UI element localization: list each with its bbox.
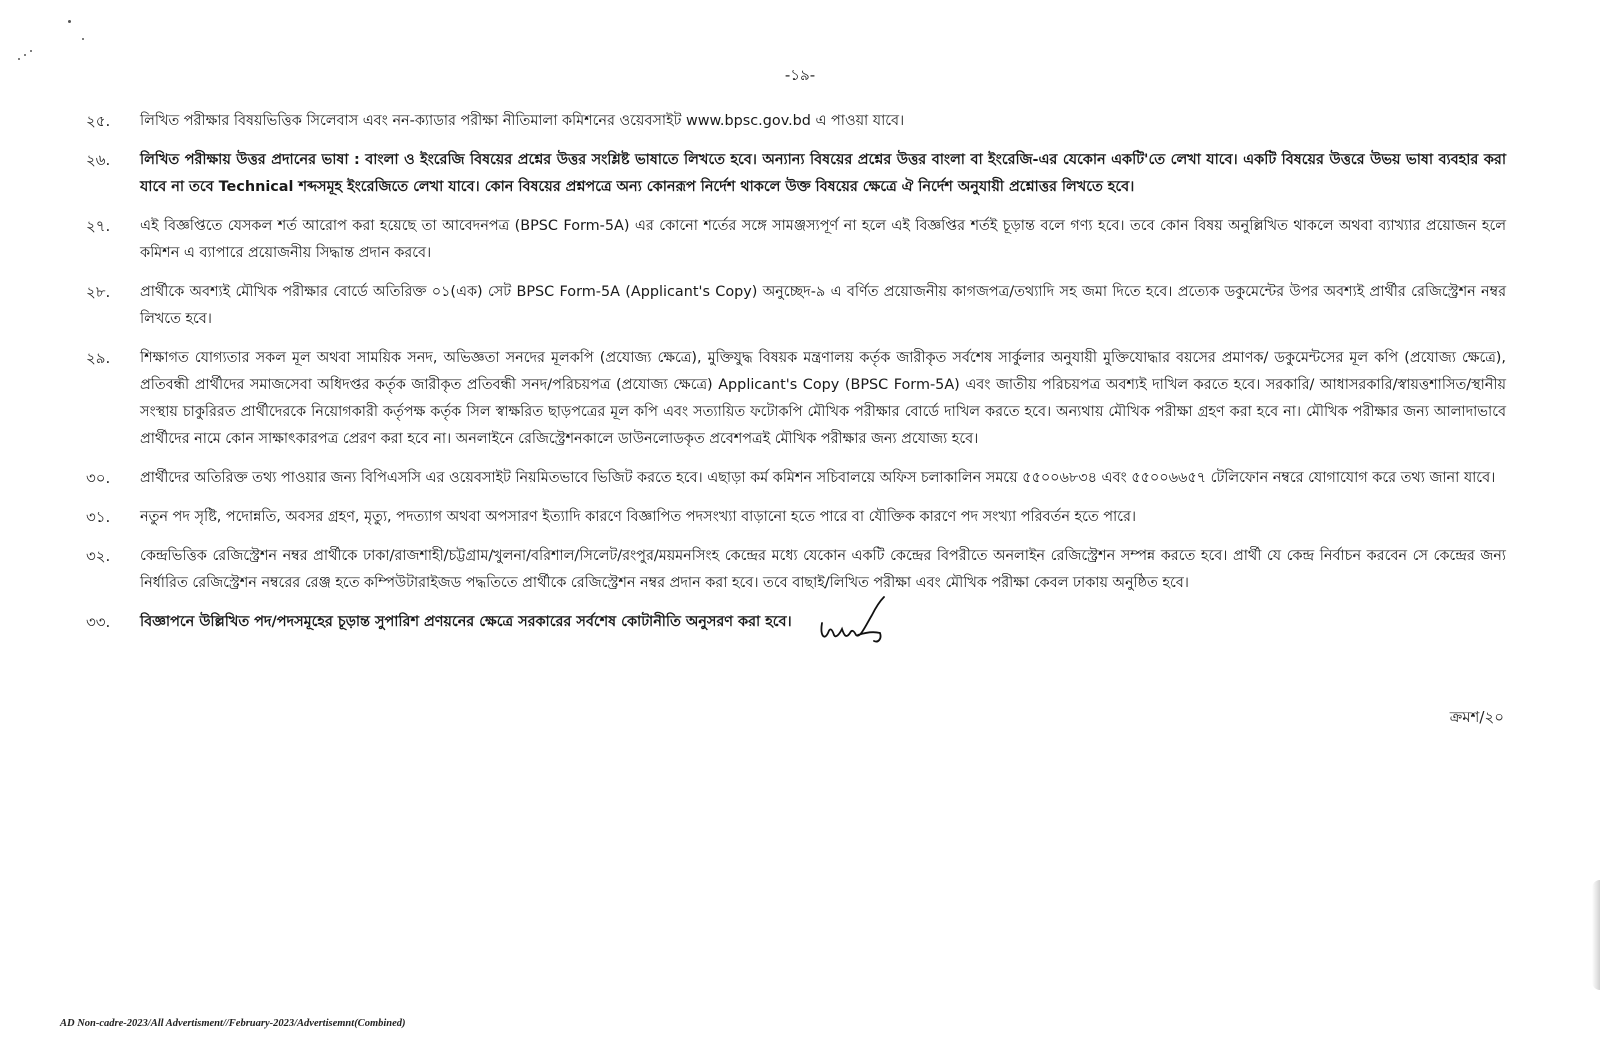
notice-item xyxy=(86,543,1506,597)
item-number: ৩২. xyxy=(86,547,111,565)
item-text: প্রার্থীদের অতিরিক্ত তথ্য পাওয়ার জন্য বিপিএসসি এর ওয়েবসাইট নিয়মিতভাবে ভিজিট করতে হবে। এছাড়া কর্ম কমিশন সচিবালয়ে অফিস চলাকালিন সময়ে ৫৫০০৬৮৩৪ এবং ৫৫০০৬৬৫৭ টেলিফোন নম্বরে যোগাযোগ করে তথ্য জানা যাবে। xyxy=(140,470,1496,486)
item-text: এই বিজ্ঞপ্তিতে যেসকল শর্ত আরোপ করা হয়েছে তা আবেদনপত্র (BPSC Form-5A) এর কোনো শর্তের সঙ্গে সামঞ্জস্যপূর্ণ না হলে এই বিজ্ঞপ্তির শর্তই চূড়ান্ত বলে গণ্য হবে। তবে কোন বিষয় অনুল্লিখিত থাকলে অথবা ব্যাখ্যার প্রয়োজন হলে কমিশন এ ব্যাপারে প্রয়োজনীয় সিদ্ধান্ত প্রদান করবে। xyxy=(140,218,1506,261)
item-number: ৩১. xyxy=(86,508,111,526)
item-text: প্রার্থীকে অবশ্যই মৌখিক পরীক্ষার বোর্ডে অতিরিক্ত ০১(এক) সেট BPSC Form-5A (Applicant's Copy) অনুচ্ছেদ-৯ এ বর্ণিত প্রয়োজনীয় কাগজপত্র/তথ্যাদি সহ জমা দিতে হবে। প্রত্যেক ডকুমেন্টের উপর অবশ্যই প্রার্থীর রেজিস্ট্রেশন নম্বর লিখতে হবে। xyxy=(140,284,1506,327)
item-text: বিজ্ঞাপনে উল্লিখিত পদ/পদসমূহের চূড়ান্ত সুপারিশ প্রণয়নের ক্ষেত্রে সরকারের সর্বশেষ কোটানীতি অনুসরণ করা হবে। xyxy=(140,614,792,630)
item-text: লিখিত পরীক্ষার বিষয়ভিত্তিক সিলেবাস এবং নন-ক্যাডার পরীক্ষা নীতিমালা কমিশনের ওয়েবসাইট www.bpsc.gov.bd এ পাওয়া যাবে। xyxy=(140,113,905,129)
notice-item xyxy=(86,213,1506,267)
item-text: কেন্দ্রভিত্তিক রেজিস্ট্রেশন নম্বর প্রার্থীকে ঢাকা/রাজশাহী/চট্টগ্রাম/খুলনা/বরিশাল/সিলেট/রংপুর/ময়মনসিংহ কেন্দ্রের মধ্যে যেকোন একটি কেন্দ্রের বিপরীতে অনলাইন রেজিস্ট্রেশন সম্পন্ন করতে হবে। প্রার্থী যে কেন্দ্র নির্বাচন করবেন সে কেন্দ্রের জন্য নির্ধারিত রেজিস্ট্রেশন নম্বরের রেঞ্জ হতে কম্পিউটারাইজড পদ্ধতিতে প্রার্থীকে রেজিস্ট্রেশন নম্বর প্রদান করা হবে। তবে বাছাই/লিখিত পরীক্ষা এবং মৌখিক পরীক্ষা কেবল ঢাকায় অনুষ্ঠিত হবে। xyxy=(140,548,1506,591)
scan-edge-shadow xyxy=(1592,880,1600,990)
signature xyxy=(814,595,894,645)
notice-item xyxy=(86,279,1506,333)
item-text: নতুন পদ সৃষ্টি, পদোন্নতি, অবসর গ্রহণ, মৃত্যু, পদত্যাগ অথবা অপসারণ ইত্যাদি কারণে বিজ্ঞাপিত পদসংখ্যা বাড়ানো হতে পারে বা যৌক্তিক কারণে পদ সংখ্যা পরিবর্তন হতে পারে। xyxy=(140,509,1137,525)
page-number: -১৯- xyxy=(784,66,816,84)
notice-item xyxy=(86,345,1506,453)
item-number: ২৬. xyxy=(86,151,111,169)
notice-items xyxy=(86,108,1506,657)
item-number: ২৫. xyxy=(86,112,111,130)
item-number: ৩৩. xyxy=(86,613,111,631)
notice-item xyxy=(86,147,1506,201)
notice-item xyxy=(86,465,1506,492)
notice-item xyxy=(86,504,1506,531)
item-number: ২৯. xyxy=(86,349,111,367)
item-text: শিক্ষাগত যোগ্যতার সকল মূল অথবা সাময়িক সনদ, অভিজ্ঞতা সনদের মূলকপি (প্রযোজ্য ক্ষেত্রে), মুক্তিযুদ্ধ বিষয়ক মন্ত্রণালয় কর্তৃক জারীকৃত সর্বশেষ সার্কুলার অনুযায়ী মুক্তিযোদ্ধার বয়সের প্রমাণক/ ডকুমেন্টসের মূল কপি (প্রযোজ্য ক্ষেত্রে), প্রতিবন্ধী প্রার্থীদের সমাজসেবা অধিদপ্তর কর্তৃক জারীকৃত প্রতিবন্ধী সনদ/পরিচয়পত্র (প্রযোজ্য ক্ষেত্রে) Applicant's Copy (BPSC Form-5A) এবং জাতীয় পরিচয়পত্র অবশ্যই দাখিল করতে হবে। সরকারি/ আধাসরকারি/স্বায়ত্তশাসিত/স্থানীয় সংস্থায় চাকুরিরত প্রার্থীদেরকে নিয়োগকারী কর্তৃপক্ষ কর্তৃক সিল স্বাক্ষরিত ছাড়পত্রের মূল কপি এবং সত্যায়িত ফটোকপি মৌখিক পরীক্ষার বোর্ডে দাখিল করতে হবে। অন্যথায় মৌখিক পরীক্ষা গ্রহণ করা হবে না। মৌখিক পরীক্ষার জন্য আলাদাভাবে প্রার্থীদের নামে কোন সাক্ষাৎকারপত্র প্রেরণ করা হবে না। অনলাইনে রেজিস্ট্রেশনকালে ডাউনলোডকৃত প্রবেশপত্রই মৌখিক পরীক্ষার জন্য প্রযোজ্য হবে। xyxy=(140,350,1506,447)
item-number: ৩০. xyxy=(86,469,111,487)
notice-item xyxy=(86,108,1506,135)
item-number: ২৮. xyxy=(86,283,111,301)
notice-item-last xyxy=(86,609,1506,645)
continued-note: ক্রমশ/২০ xyxy=(1449,708,1504,726)
item-number: ২৭. xyxy=(86,217,111,235)
footer-file-path: AD Non-cadre-2023/All Advertisment//February-2023/Advertisemnt(Combined) xyxy=(60,1018,406,1029)
item-text: লিখিত পরীক্ষায় উত্তর প্রদানের ভাষা : বাংলা ও ইংরেজি বিষয়ের প্রশ্নের উত্তর সংশ্লিষ্ট ভাষাতে লিখতে হবে। অন্যান্য বিষয়ের প্রশ্নের উত্তর বাংলা বা ইংরেজি-এর যেকোন একটি'তে লেখা যাবে। একটি বিষয়ের উত্তরে উভয় ভাষা ব্যবহার করা যাবে না তবে Technical শব্দসমূহ ইংরেজিতে লেখা যাবে। কোন বিষয়ের প্রশ্নপত্রে অন্য কোনরূপ নির্দেশ থাকলে উক্ত বিষয়ের ক্ষেত্রে ঐ নির্দেশ অনুযায়ী প্রশ্নোত্তর লিখতে হবে। xyxy=(140,152,1506,195)
